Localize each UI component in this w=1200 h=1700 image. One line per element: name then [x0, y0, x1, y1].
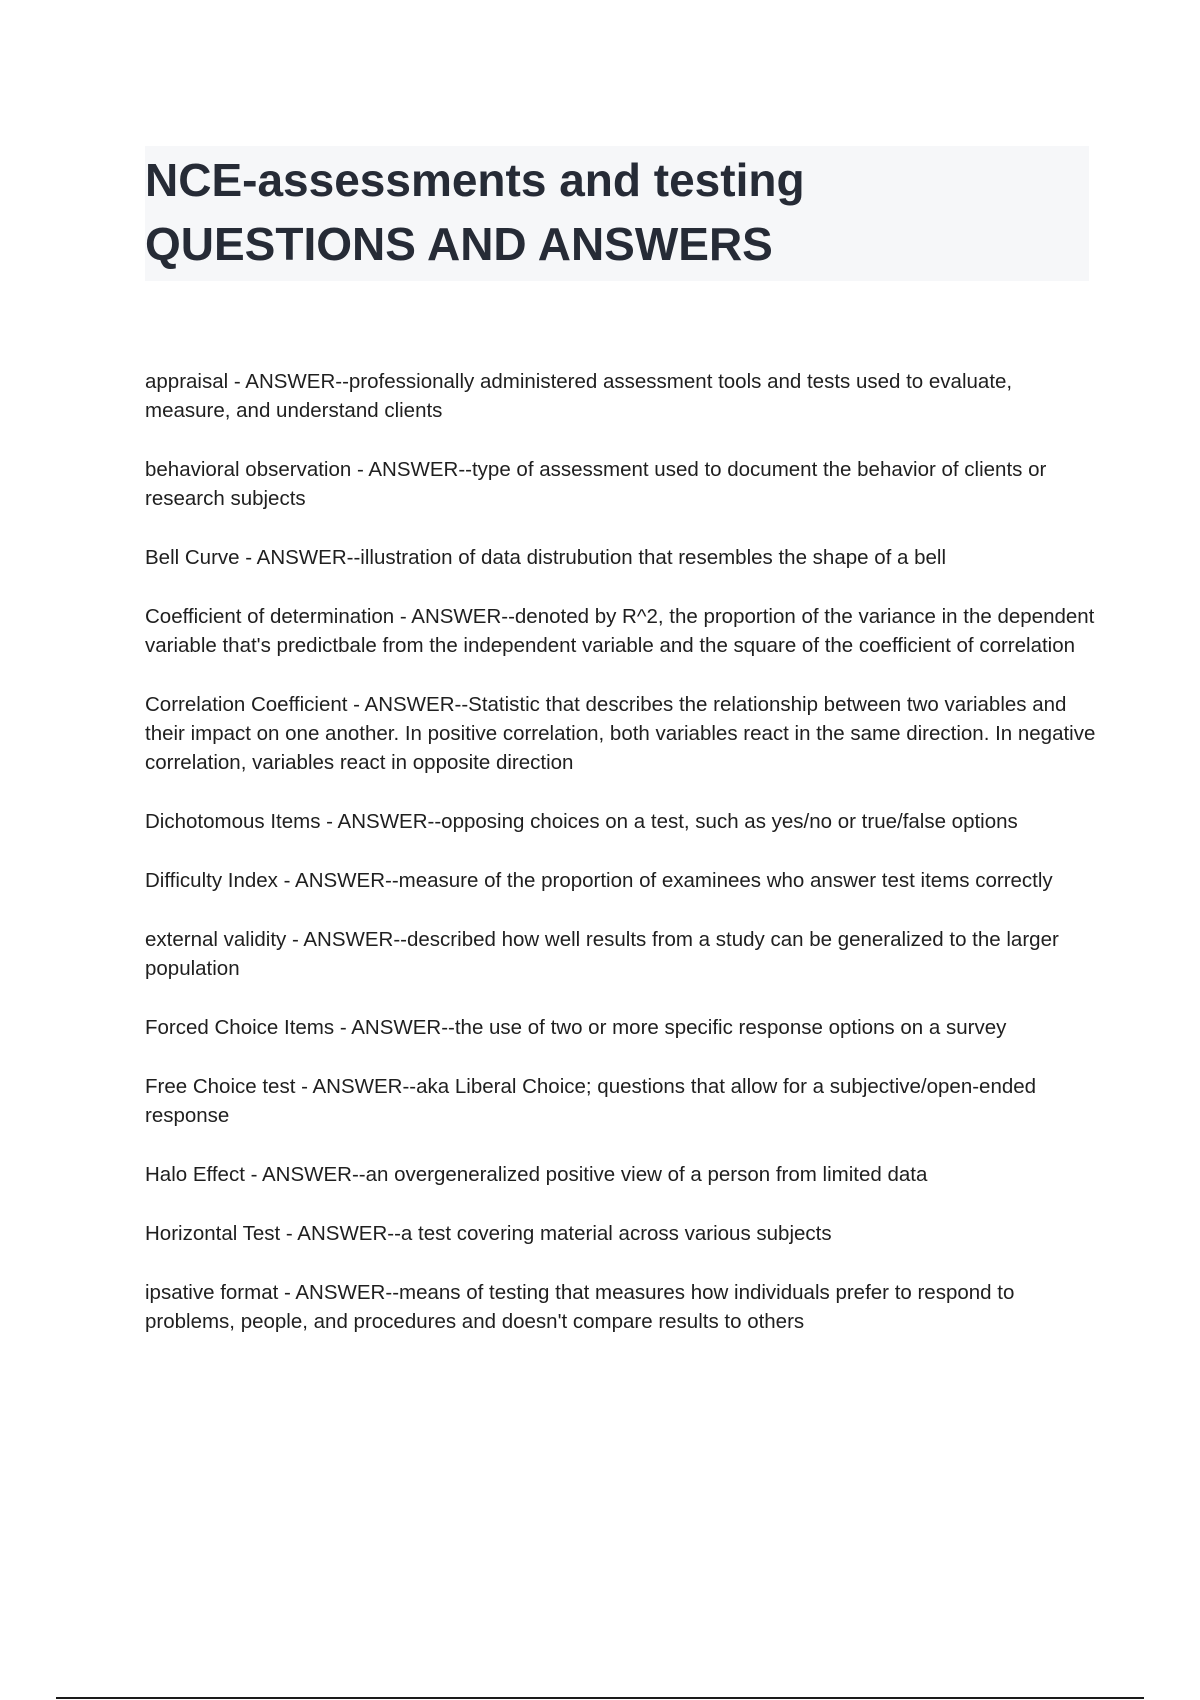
- qa-entry-horizontal-test: Horizontal Test - ANSWER--a test covering material across various subjects: [145, 1222, 832, 1245]
- qa-entry-free-choice-test: Free Choice test - ANSWER--aka Liberal Choice; questions that allow for a subjective/open-ended response: [145, 1075, 1037, 1127]
- qa-entry-external-validity: external validity - ANSWER--described how well results from a study can be generalized to the larger population: [145, 928, 1059, 980]
- qa-entry-halo-effect: Halo Effect - ANSWER--an overgeneralized positive view of a person from limited data: [145, 1163, 928, 1186]
- qa-entry-appraisal: appraisal - ANSWER--professionally administered assessment tools and tests used to evaluate, measure, and understand clients: [145, 370, 1013, 422]
- qa-entry-bell-curve: Bell Curve - ANSWER--illustration of data distrubution that resembles the shape of a bell: [145, 546, 947, 569]
- qa-entry-difficulty-index: Difficulty Index - ANSWER--measure of the proportion of examinees who answer test items correctly: [145, 869, 1053, 892]
- qa-entry-behavioral-observation: behavioral observation - ANSWER--type of assessment used to document the behavior of clients or research subjects: [145, 458, 1047, 510]
- qa-list: [145, 367, 1100, 1366]
- qa-entry-correlation-coefficient: Correlation Coefficient - ANSWER--Statistic that describes the relationship between two variables and their impact on one another. In positive correlation, both variables react in the same direction. In negative correlation, variables react in opposite direction: [145, 693, 1096, 774]
- document-title-line-2: QUESTIONS AND ANSWERS: [145, 218, 773, 270]
- title-block: [145, 146, 1089, 281]
- qa-entry-coefficient-of-determination: Coefficient of determination - ANSWER--denoted by R^2, the proportion of the variance in the dependent variable that's predictbale from the independent variable and the square of the coefficient of correlation: [145, 605, 1095, 657]
- qa-entry-forced-choice-items: Forced Choice Items - ANSWER--the use of two or more specific response options on a survey: [145, 1016, 1007, 1039]
- qa-entry-ipsative-format: ipsative format - ANSWER--means of testing that measures how individuals prefer to respond to problems, people, and procedures and doesn't compare results to others: [145, 1281, 1015, 1333]
- page-bottom-rule: [56, 1697, 1144, 1699]
- qa-entry-dichotomous-items: Dichotomous Items - ANSWER--opposing choices on a test, such as yes/no or true/false options: [145, 810, 1018, 833]
- document-title-line-1: NCE-assessments and testing: [145, 154, 805, 206]
